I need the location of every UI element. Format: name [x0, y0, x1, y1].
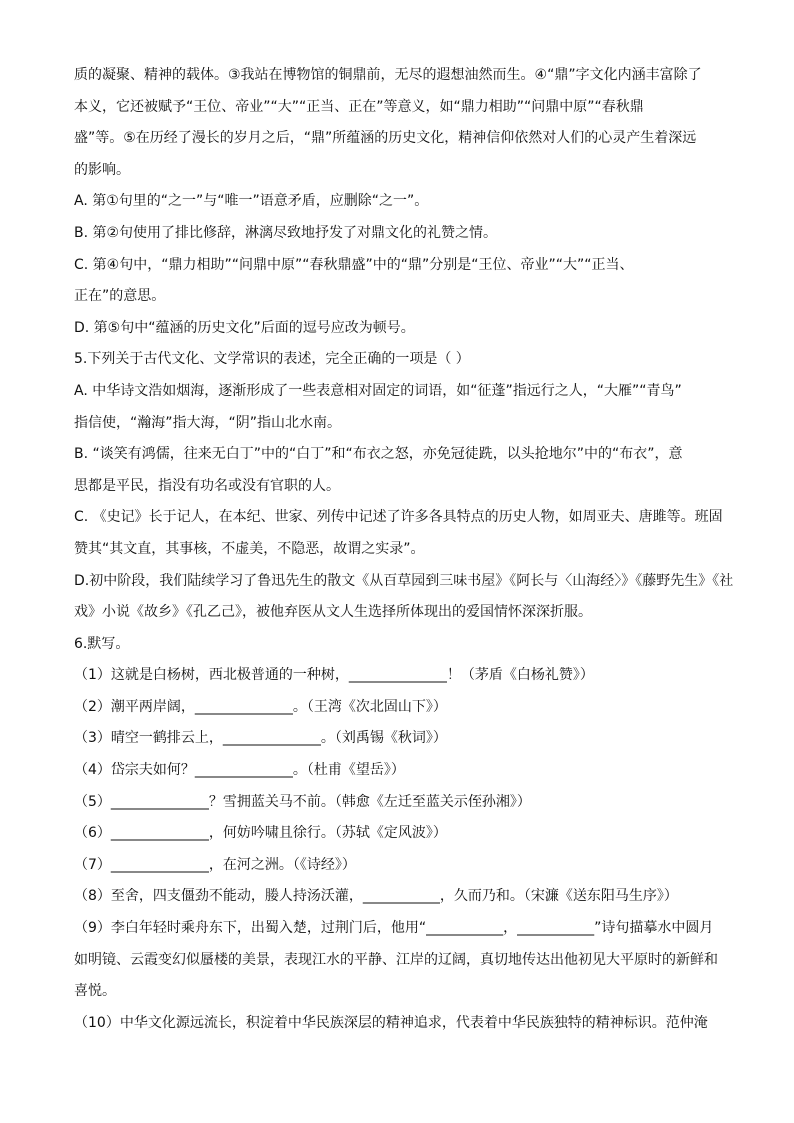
option-a: A. 中华诗文浩如烟海，逐渐形成了一些表意相对固定的词语，如“征蓬”指远行之人，“大雁”“青鸟” — [74, 382, 682, 399]
dictation-item-2: （2）潮平两岸阔，______________。（王湾《次北固山下》） — [74, 698, 447, 715]
dictation-item-5: （5）______________？雪拥蓝关马不前。（韩愈《左迁至蓝关示侄孙湘》） — [74, 793, 531, 810]
text-line: 本义，它还被赋予“王位、帝业”“大”“正当、正在”等意义，如“鼎力相助”“问鼎中原”“春秋鼎 — [74, 98, 644, 115]
dictation-item-9-continued: 如明镜、云霞变幻似蜃楼的美景，表现江水的平静、江岸的辽阔，真切地传达出他初见大平原时的新鲜和 — [74, 951, 718, 968]
dictation-item-3: （3）晴空一鹤排云上，______________。（刘禹锡《秋词》） — [74, 730, 447, 747]
dictation-item-9: （9）李白年轻时乘舟东下，出蜀入楚，过荆门后，他用“___________，___________”诗句描摹水中圆月 — [74, 920, 714, 937]
text-line: 盛”等。⑤在历经了漫长的岁月之后，“鼎”所蕴涵的历史文化，精神信仰依然对人们的心灵产生着深远 — [74, 130, 697, 147]
option-b-continued: 思都是平民，指没有功名或没有官职的人。 — [74, 477, 340, 494]
option-c: C. 第④句中，“鼎力相助”“问鼎中原”“春秋鼎盛”中的“鼎”分别是“王位、帝业”“大”“正当、 — [74, 256, 634, 273]
option-a-continued: 指信使，“瀚海”指大海，“阴”指山北水南。 — [74, 414, 342, 431]
option-d: D. 第⑤句中“蕴涵的历史文化”后面的逗号应改为顿号。 — [74, 319, 415, 336]
dictation-item-9-continued: 喜悦。 — [74, 983, 116, 1000]
option-c-continued: 正在”的意思。 — [74, 288, 166, 305]
dictation-item-6: （6）______________，何妨吟啸且徐行。（苏轼《定风波》） — [74, 825, 447, 842]
dictation-item-10: （10）中华文化源远流长，积淀着中华民族深层的精神追求，代表着中华民族独特的精神标识。范仲淹 — [74, 1014, 708, 1031]
dictation-item-1: （1）这就是白杨树，西北极普通的一种树，______________！（茅盾《白杨礼赞》） — [74, 667, 594, 684]
option-b: B. “谈笑有鸿儒，往来无白丁”中的“白丁”和“布衣之怒，亦免冠徒跣，以头抢地尔”中的“布衣”，意 — [74, 446, 683, 463]
document-page — [74, 60, 734, 1039]
option-d: D.初中阶段，我们陆续学习了鲁迅先生的散文《从百草园到三味书屋》《阿长与〈山海经〉》《藤野先生》《社 — [74, 572, 734, 589]
dictation-item-4: （4）岱宗夫如何？______________。（杜甫《望岳》） — [74, 762, 405, 779]
text-line: 质的凝聚、精神的载体。③我站在博物馆的铜鼎前，无尽的遐想油然而生。④“鼎”字文化内涵丰富除了 — [74, 67, 702, 83]
option-d-continued: 戏》小说《故乡》《孔乙己》，被他弃医从文人生选择所体现出的爱国情怀深深折服。 — [74, 604, 592, 621]
option-a: A. 第①句里的“之一”与“唯一”语意矛盾，应删除“之一”。 — [74, 193, 429, 210]
question-5-stem: 5.下列关于古代文化、文学常识的表述，完全正确的一项是（ ） — [74, 351, 470, 368]
text-line: 的影响。 — [74, 161, 130, 178]
option-b: B. 第②句使用了排比修辞，淋漓尽致地抒发了对鼎文化的礼赞之情。 — [74, 224, 498, 241]
option-c-continued: 赞其“其文直，其事核，不虚美，不隐恶，故谓之实录”。 — [74, 540, 425, 557]
dictation-item-8: （8）至舍，四支僵劲不能动，媵人持汤沃灌，___________，久而乃和。（宋濂《送东阳马生序》） — [74, 888, 678, 905]
dictation-item-7: （7）______________，在河之洲。（《诗经》） — [74, 856, 356, 873]
option-c: C. 《史记》长于记人，在本纪、世家、列传中记述了许多各具特点的历史人物，如周亚夫、唐雎等。班固 — [74, 509, 723, 526]
question-6-stem: 6.默写。 — [74, 635, 130, 652]
